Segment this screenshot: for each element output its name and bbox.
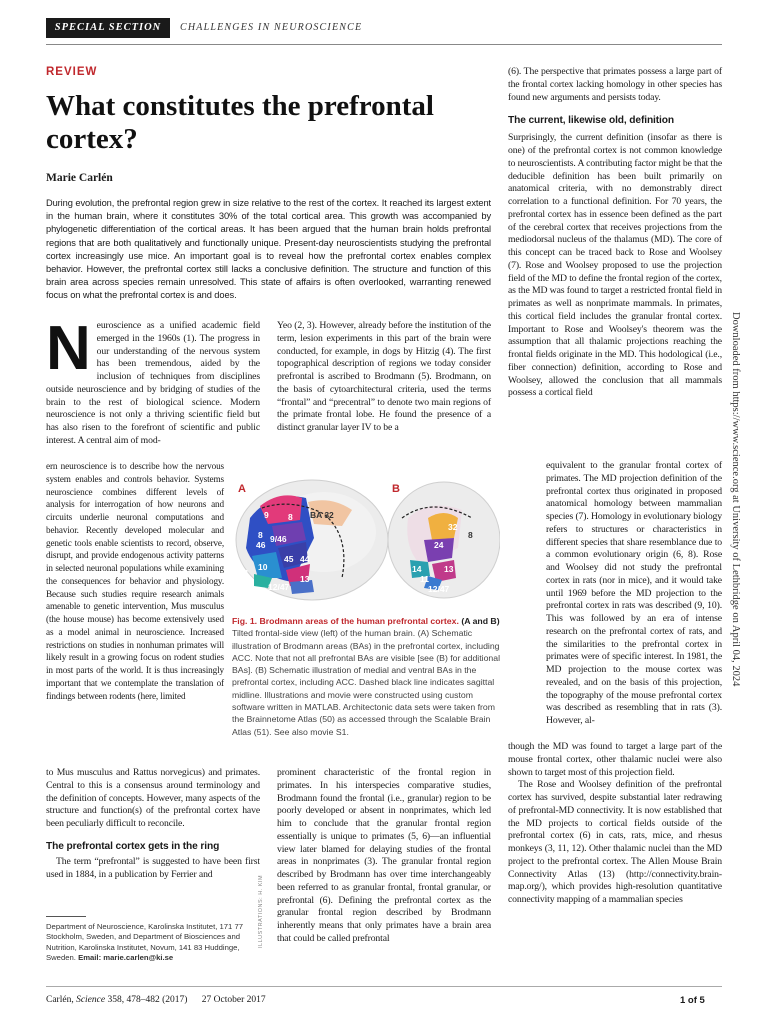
page-number: 1 of 5 <box>680 995 705 1006</box>
download-notice <box>728 312 744 752</box>
brain-illustration-a <box>236 480 388 600</box>
column-1-bottom <box>46 767 260 881</box>
section-heading-1: The prefrontal cortex gets in the ring <box>46 840 220 852</box>
drop-cap: N <box>46 314 91 383</box>
column-3-bottom <box>508 741 722 907</box>
area-32-label: BA 32 <box>310 510 334 520</box>
abstract: During evolution, the prefrontal region grew in size relative to the rest of the cortex. It reached its largest extent in the human brain, where it constitutes 30% of the total cortical area. This growth was accompanied by phylogenetic differentiation of the cortical areas. It has been argued that the human brain holds prefrontal regions that are both qualitatively and functionally unique. Present-day neuroscientists studying the prefrontal cortex increasingly use mice. An important goal is to reveal how the prefrontal cortex enables complex behavior. However, the prefrontal cortex still lacks a conclusive definition. The structure and function of this brain area across species remain unresolved. This state of affairs is often overlooked, warranting renewed focus on what the prefrontal cortex is and does. <box>46 198 491 301</box>
col3-paragraph-1: Surprisingly, the current definition (insofar as there is one) of the prefrontal cortex is not common knowledge to neuroscientists. A contributing factor might be that the deducible definition has been built primarily on anatomical criteria, with no demonstrably direct correlation to a functional definition. For 70 years, the prefrontal cortex has in essence been defined as the part of the cerebral cortex that receives projections from the mediodorsal nucleus of the thalamus (MD). The core of this concept can be traced back to Rose and Woolsey (7). Rose and Woolsey proposed to use the projection field of the MD to define the frontal region of the cortex, as the MD was found to target a restricted frontal field in primates as well as nonprimate mammals. In primates, this cortical field includes the granular frontal cortex. Important to Rose and Woolsey's theorem was the assumption that all thalamic projections reaching the frontal fields originate in the MD. This hodological (i.e., fiber connection) definition, according to Rose and Woolsey, allowed the conclusion that all mammals possess a cortical field <box>508 132 722 399</box>
area-45-label: 45 <box>284 554 294 564</box>
area-12-47-b-label: 12/47 <box>428 584 450 594</box>
area-12-47-label: 12/47 <box>268 582 290 592</box>
area-10-label: 10 <box>258 562 268 572</box>
caption-ab: (A and B) <box>461 616 500 626</box>
area-9-label: 9 <box>264 510 269 520</box>
email-link[interactable]: marie.carlen@ki.se <box>103 953 174 963</box>
email-label: Email: <box>78 953 102 963</box>
column-1-top <box>46 314 260 448</box>
area-11-label: 11 <box>240 568 249 578</box>
footer-citation <box>46 995 266 1005</box>
affiliation <box>46 922 256 964</box>
citation-journal: Science <box>76 995 106 1005</box>
section-title: CHALLENGES IN NEUROSCIENCE <box>180 22 363 33</box>
column-2-top <box>277 320 491 435</box>
area-44-label: 44 <box>300 554 310 564</box>
caption-title: Fig. 1. Brodmann areas of the human prefrontal cortex. <box>232 616 459 626</box>
footer-date: 27 October 2017 <box>201 995 266 1005</box>
affiliation-text: Department of Neuroscience, Karolinska Institutet, 171 77 Stockholm, Sweden, and Department of Biosciences and Nutrition, Karolinska Institutet, Novum, 141 83 Huddinge, Sweden. <box>46 922 243 963</box>
column-1-narrow <box>46 460 224 702</box>
figure-label-a: A <box>238 483 246 495</box>
article-kicker: REVIEW <box>46 66 98 78</box>
area-11-b-label: 11 <box>420 574 429 584</box>
article-title: What constitutes the prefrontal cortex? <box>46 90 434 155</box>
column-3-narrow <box>546 460 722 728</box>
area-8-b-label: 8 <box>468 530 473 540</box>
intro-paragraph-cont: ern neuroscience is to describe how the nervous system enables and controls behavior. Systems neuroscience combines different levels of analysis for interrogation of how neurons and circuits underlie neuronal computations and behavior. Recently developed molecular and genetic tools enable scientists to record, observe, disrupt, and provide endogenous activity patterns in selected neuronal populations while examining the consequences for behavior and physiology. Because such studies require research animals amenable to genetic intervention, Mus musculus (the house mouse) has become extensively used as a model animal in neuroscience. Increased restrictions on studies in nonhuman primates will likely result in a growing focus on rodent studies in most parts of the world. It is thus increasingly important that we contemplate the translation of findings between rodents (here, limited <box>46 461 224 701</box>
area-8b-label: 8 <box>258 530 263 540</box>
col2-paragraph-bottom: prominent characteristic of the frontal region in primates. In his interspecies comparative studies, Brodmann found the frontal (i.e., granular) region to be poorly developed or absent in nonprimates, which led him to conclude that the granular frontal region essentially is unique to primates (5, 6)—an influential view later blamed for delaying studies of the frontal areas in nonprimates (3). The granular frontal region described by Brodmann has over time interchangeably been referred to as granular frontal, frontal granular, or prefrontal (6). Defining the prefrontal cortex as the granular frontal region described by Brodmann inherently means that only primates have a brain area that could be called prefrontal <box>277 767 491 944</box>
download-notice-text: Downloaded from https://www.science.org at University of Lethbridge on April 04, 2024 <box>730 312 741 687</box>
citation-author: Carlén, <box>46 995 74 1005</box>
citation-rest: 358, 478–482 (2017) <box>107 995 188 1005</box>
col3-paragraph-narrow: equivalent to the granular frontal cortex of primates. The MD projection definition of the prefrontal cortex thus originated in proposed anatomical homology between mammalian species (7). Homology in evolutionary biology refers to structures or characteristics in different species that share resemblance due to a common evolutionary origin (6, 8). Rose and Woolsey did not study the prefrontal cortex in rats (nor in mice), and it would take until 1969 before the MD projection to the prefrontal cortex in rats was described (9, 10). This was followed by an era of intense research on the prefrontal cortex of rats, and the similarities to the prefrontal cortex in primates were of specific interest. In 1981, the MD projection to the mouse cortex was revealed, and on the basis of this projection, the topography of the mouse prefrontal cortex was described as resembling that in rats (3). However, al- <box>546 460 722 726</box>
area-24-label: 24 <box>434 540 444 550</box>
section-1-paragraph: The term “prefrontal” is suggested to have been first used in 1884, in a publication by Ferrier and <box>46 855 260 880</box>
illustration-credit-text: ILLUSTRATIONS: H. KIM <box>258 874 264 948</box>
column-3-top <box>508 66 722 400</box>
col3-paragraph-top: (6). The perspective that primates possess a large part of the frontal cortex lacking homology in other species has found new arguments and persists today. <box>508 66 722 103</box>
area-9-46-label: 9/46 <box>270 534 287 544</box>
illustration-credit <box>258 858 268 948</box>
intro-paragraph-end: to Mus musculus and Rattus norvegicus) and primates. Central to this is a consensus around terminology and the definition of concepts. However, many aspects of the structure and function(s) of the prefrontal cortex have been peculiarly difficult to reconcile. <box>46 767 260 829</box>
figure-label-b: B <box>392 483 400 495</box>
figure-caption <box>232 615 502 738</box>
col3-paragraph-bottom: though the MD was found to target a large part of the mouse frontal cortex, other thalamic nuclei were also shown to target most of this projection field. <box>508 741 722 778</box>
area-13-label: 13 <box>300 574 310 584</box>
section-heading-2: The current, likewise old, definition <box>508 115 674 127</box>
area-46-label: 46 <box>256 540 266 550</box>
area-14-label: 14 <box>412 564 422 574</box>
intro-paragraph: euroscience as a unified academic field emerged in the 1960s (1). The progress in our understanding of the nervous system has been tremendous, aided by the inclusion of techniques from disciplines outside neuroscience and by bridging of studies of the brain to the rest of biological science. Modern neuroscience is not only a thriving scientific field but has also risen to the forefront of scientific and public interest. A central aim of mod- <box>46 320 260 446</box>
footer-rule <box>46 986 722 987</box>
area-13-b-label: 13 <box>444 564 454 574</box>
brain-illustration-b <box>388 482 500 598</box>
area-8-label: 8 <box>288 512 293 522</box>
caption-text: Tilted frontal-side view (left) of the human brain. (A) Schematic illustration of Brodmann areas (BAs) in the prefrontal cortex, including ACC. Note that not all prefrontal BAs are visible [see (B) for additional BAs]. (B) Schematic illustration of medial and ventral BAs in the prefrontal cortex, including ACC. Dashed black line indicates sagittal midline. Illustrations and movie were constructed using custom software written in MATLAB. Architectonic data sets were taken from the Brainnetome Atlas (50) as accessed through the Scalable Brain Atlas (51). See also movie S1. <box>232 628 500 737</box>
brodmann-figure <box>232 478 500 614</box>
affiliation-rule <box>46 916 86 917</box>
header-rule <box>46 44 722 45</box>
special-section-badge: SPECIAL SECTION <box>46 18 170 38</box>
col2-paragraph-top: Yeo (2, 3). However, already before the institution of the term, lesion experiments in this part of the brain were conducted, for example, in dogs by Hitzig (4). The first topographical description of regions we today consider prefrontal is ascribed to Brodmann (5). Brodmann, on the basis of cytoarchitectural criteria, used the terms “frontal” and “precentral” to denote two main regions of the primate frontal lobe. He found the presence of a distinct granular layer IV to be a <box>277 320 491 433</box>
column-2-bottom <box>277 767 491 946</box>
area-32-b-label: 32 <box>448 522 458 532</box>
col3-paragraph-2: The Rose and Woolsey definition of the prefrontal cortex has survived, despite substantial later redrawing of prefrontal-MD connectivity. It is now established that the MD projects to cortical fields outside of the prefrontal cortex (6) in cats, rats, mice, and rhesus monkeys (3, 11, 12). Other thalamic nuclei than the MD project to the prefrontal cortex. The Allen Mouse Brain Connectivity Atlas (13) (http://connectivity.brain-map.org/), which provides high-resolution quantitative connectivity mapping of a mammalian species <box>508 779 722 905</box>
author-name: Marie Carlén <box>46 172 113 184</box>
